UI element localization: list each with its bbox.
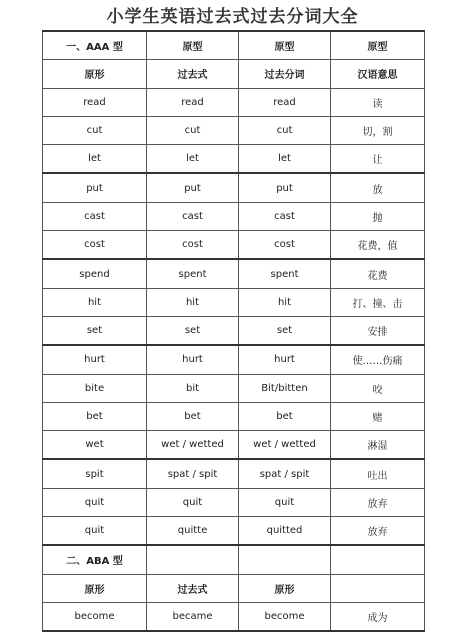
past-tense-cell: spat / spit [147, 459, 239, 488]
meaning-cell: 抛 [331, 202, 425, 230]
meaning-cell: 吐出 [331, 459, 425, 488]
base-form-cell: spend [43, 259, 147, 288]
past-participle-cell: become [239, 602, 331, 631]
column-header: 过去分词 [239, 60, 331, 88]
meaning-cell: 读 [331, 88, 425, 116]
base-form-cell: spit [43, 459, 147, 488]
meaning-cell: 安排 [331, 316, 425, 345]
base-form-cell: quit [43, 488, 147, 516]
table-row [43, 202, 425, 230]
table-row [43, 116, 425, 144]
table-row [43, 602, 425, 631]
table-row [43, 231, 425, 260]
table-row [43, 517, 425, 546]
column-header: 原形 [43, 574, 147, 602]
past-tense-cell: wet / wetted [147, 431, 239, 460]
meaning-cell: 放弃 [331, 488, 425, 516]
past-participle-cell: spat / spit [239, 459, 331, 488]
past-tense-cell: cut [147, 116, 239, 144]
past-participle-cell: hurt [239, 345, 331, 374]
meaning-cell: 花费，值 [331, 231, 425, 260]
past-participle-cell: let [239, 145, 331, 174]
table-row [43, 259, 425, 288]
meaning-cell: 打、撞、击 [331, 288, 425, 316]
base-form-cell: put [43, 173, 147, 202]
past-tense-cell: hurt [147, 345, 239, 374]
column-header: 过去式 [147, 60, 239, 88]
meaning-cell: 淋湿 [331, 431, 425, 460]
base-form-cell: cast [43, 202, 147, 230]
table-row [43, 488, 425, 516]
past-tense-cell: put [147, 173, 239, 202]
past-participle-cell: cut [239, 116, 331, 144]
table-row [43, 145, 425, 174]
table-row [43, 374, 425, 402]
base-form-cell: let [43, 145, 147, 174]
past-tense-cell: cast [147, 202, 239, 230]
past-participle-cell: read [239, 88, 331, 116]
past-tense-cell: became [147, 602, 239, 631]
table-row [43, 459, 425, 488]
base-form-cell: read [43, 88, 147, 116]
base-form-cell: wet [43, 431, 147, 460]
section-label-aaa: 一、AAA 型 [43, 31, 147, 60]
table-row [43, 574, 425, 602]
table-row [43, 288, 425, 316]
past-tense-cell: set [147, 316, 239, 345]
past-tense-cell: cost [147, 231, 239, 260]
base-form-cell: set [43, 316, 147, 345]
past-participle-cell: bet [239, 402, 331, 430]
past-tense-cell: bit [147, 374, 239, 402]
base-form-cell: cost [43, 231, 147, 260]
meaning-cell: 切，割 [331, 116, 425, 144]
column-header: 原型 [331, 31, 425, 60]
table-row [43, 173, 425, 202]
meaning-cell: 花费 [331, 259, 425, 288]
table-row [43, 316, 425, 345]
meaning-cell: 放弃 [331, 517, 425, 546]
base-form-cell: cut [43, 116, 147, 144]
page-title: 小学生英语过去式过去分词大全 [106, 7, 359, 27]
past-participle-cell: quitted [239, 517, 331, 546]
column-header: 汉语意思 [331, 60, 425, 88]
column-header: 原形 [239, 574, 331, 602]
past-participle-cell: put [239, 173, 331, 202]
base-form-cell: become [43, 602, 147, 631]
meaning-cell: 使……伤痛 [331, 345, 425, 374]
empty-cell [331, 545, 425, 574]
past-participle-cell: Bit/bitten [239, 374, 331, 402]
past-participle-cell: cast [239, 202, 331, 230]
table-row [43, 431, 425, 460]
base-form-cell: bite [43, 374, 147, 402]
meaning-cell: 放 [331, 173, 425, 202]
past-tense-cell: read [147, 88, 239, 116]
past-participle-cell: quit [239, 488, 331, 516]
past-tense-cell: quit [147, 488, 239, 516]
table-row [43, 60, 425, 88]
past-participle-cell: wet / wetted [239, 431, 331, 460]
table-row [43, 31, 425, 60]
meaning-cell: 赌 [331, 402, 425, 430]
past-tense-cell: bet [147, 402, 239, 430]
past-participle-cell: set [239, 316, 331, 345]
past-tense-cell: hit [147, 288, 239, 316]
empty-cell [239, 545, 331, 574]
past-tense-cell: spent [147, 259, 239, 288]
past-tense-cell: quitte [147, 517, 239, 546]
table-row [43, 402, 425, 430]
empty-cell [331, 574, 425, 602]
section-label-aba: 二、ABA 型 [43, 545, 147, 574]
base-form-cell: quit [43, 517, 147, 546]
meaning-cell: 咬 [331, 374, 425, 402]
past-tense-cell: let [147, 145, 239, 174]
base-form-cell: bet [43, 402, 147, 430]
past-participle-cell: spent [239, 259, 331, 288]
column-header: 原型 [239, 31, 331, 60]
column-header: 原形 [43, 60, 147, 88]
meaning-cell: 让 [331, 145, 425, 174]
column-header: 原型 [147, 31, 239, 60]
past-participle-cell: hit [239, 288, 331, 316]
empty-cell [147, 545, 239, 574]
meaning-cell: 成为 [331, 602, 425, 631]
base-form-cell: hurt [43, 345, 147, 374]
base-form-cell: hit [43, 288, 147, 316]
verb-table [42, 30, 425, 632]
table-row [43, 545, 425, 574]
table-row [43, 88, 425, 116]
table-row [43, 345, 425, 374]
past-participle-cell: cost [239, 231, 331, 260]
column-header: 过去式 [147, 574, 239, 602]
